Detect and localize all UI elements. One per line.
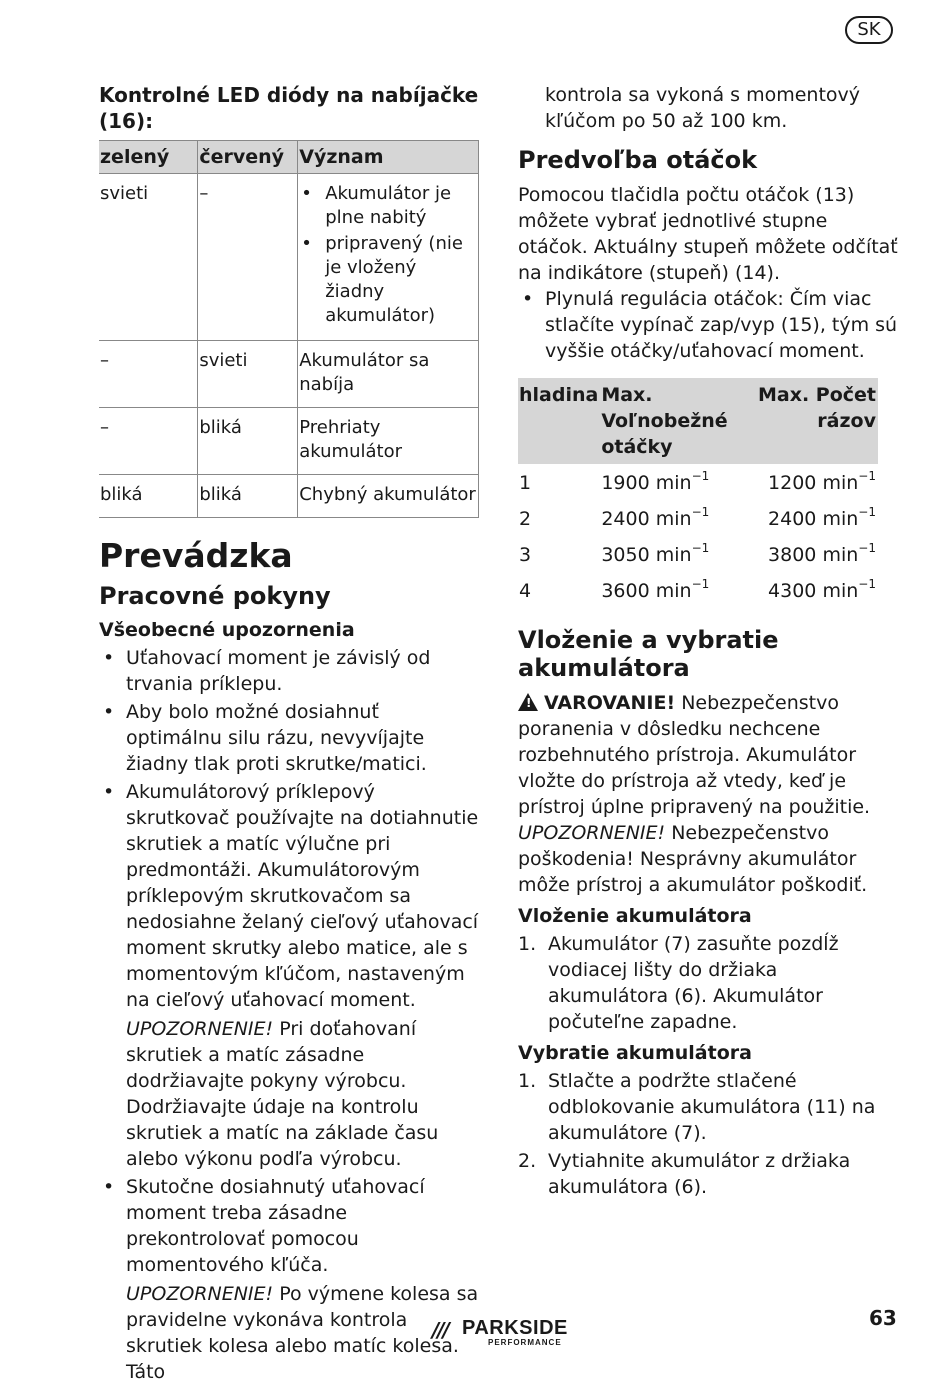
header-red: červený [198,141,298,174]
caution-label: UPOZORNENIE! [518,822,666,844]
list-item: • Skutočne dosiahnutý uťahovací moment treba zásadne prekontrolovať pomocou momentového kľúča. UPOZORNENIE! Po výmene kolesa sa pravidelne vykonáva kontrola skrutiek kolesa alebo matíc kolesa. Táto [99,1174,479,1385]
list-item: • pripravený (nie je vložený žiadny akumulátor) [299,232,478,328]
header-impact-rate: Max. Počet rázov [747,378,878,464]
note-paragraph: UPOZORNENIE! Pri doťahovaní skrutiek a matíc zásadne dodržiavajte pokyny výrobcu. Dodržiavajte údaje na kontrolu skrutiek a matíc na základe času alebo výkonu podľa výrobcu. [126,1018,439,1170]
note-label: UPOZORNENIE! [126,1018,274,1040]
left-column [99,82,479,1387]
speed-paragraph: Pomocou tlačidla počtu otáčok (13) môžete vybrať jednotlivé stupne otáčok. Aktuálny stupeň môžete odčítať na indikátore (stupeň) (14). [518,184,898,284]
remove-battery-heading: Vybratie akumulátora [518,1042,752,1064]
table-row [518,536,878,572]
cell-meaning: Chybný akumulátor [298,475,479,518]
table-row [518,500,878,536]
page-number: 63 [869,1306,897,1330]
cell-green: – [99,341,198,408]
cell-red: – [198,174,298,341]
logo-stripes-icon: /// [432,1318,448,1342]
led-table-title: Kontrolné LED diódy na nabíjačke (16): [99,83,479,133]
language-badge: SK [845,16,893,44]
list-item: • Plynulá regulácia otáčok: Čím viac stlačíte vypínač zap/vyp (15), tým sú vyššie otáčky/uťahovací moment. [518,286,898,364]
cell-green: bliká [99,475,198,518]
cell-impact-rate: 4300 $\min^{-1}$ [768,576,876,602]
list-item: • Uťahovací moment je závislý od trvania príklepu. [99,645,479,697]
cell-meaning: Prehriaty akumulátor [298,408,479,475]
cell-level: 4 [519,580,532,602]
insert-steps-list [518,931,898,1035]
cell-red: svieti [198,341,298,408]
note-label: UPOZORNENIE! [126,1283,274,1305]
cell-green: – [99,408,198,475]
cell-level: 2 [519,508,532,530]
speed-heading: Predvoľba otáčok [518,146,758,174]
cell-idle-speed: 1900 $\min^{-1}$ [601,468,710,494]
cell-level: 1 [519,472,532,494]
cell-red: bliká [198,408,298,475]
cell-idle-speed: 3600 $\min^{-1}$ [601,576,710,602]
cell-red: bliká [198,475,298,518]
table-row [99,174,479,341]
header-level: hladina [518,378,600,464]
parkside-logo: /// PARKSIDE PERFORMANCE [432,1317,568,1347]
speed-table [518,378,878,608]
list-item: 1. Stlačte a podržte stlačené odblokovanie akumulátora (11) na akumulátore (7). [518,1070,876,1144]
led-table-header-row [99,141,479,174]
table-row [99,475,479,518]
insert-battery-heading: Vloženie akumulátora [518,905,752,927]
table-row [99,408,479,475]
header-meaning: Význam [298,141,479,174]
table-row [99,341,479,408]
cell-idle-speed: 2400 $\min^{-1}$ [601,504,710,530]
cell-level: 3 [519,544,532,566]
led-indicator-table [99,140,479,518]
general-notes-list [99,645,479,1385]
cell-meaning: Akumulátor sa nabíja [298,341,479,408]
battery-insert-heading: Vloženie a vybratie akumulátora [518,626,779,682]
list-item: 1. Akumulátor (7) zasuňte pozdĺž vodiacej lišty do držiaka akumulátora (6). Akumulátor počuteľne zapadne. [518,933,839,1033]
header-green: zelený [99,141,198,174]
right-column [518,82,898,1202]
cell-idle-speed: 3050 $\min^{-1}$ [601,540,710,566]
caution-paragraph: UPOZORNENIE! Nebezpečenstvo poškodenia! Nesprávny akumulátor môže prístroj a akumulátor poškodiť. [518,822,868,896]
remove-steps-list [518,1068,898,1200]
cell-meaning [298,174,479,341]
note-paragraph: UPOZORNENIE! Po výmene kolesa sa pravidelne vykonáva kontrola skrutiek kolesa alebo matíc kolesa. Táto [126,1283,479,1383]
speed-list [518,286,898,364]
operation-heading: Prevádzka [99,536,293,575]
cell-impact-rate: 1200 $\min^{-1}$ [768,468,876,494]
general-notes-heading: Všeobecné upozornenia [99,619,355,641]
continued-paragraph: kontrola sa vykoná s momentový kľúčom po 50 až 100 km. [545,84,861,132]
warning-triangle-icon: ! [518,693,538,711]
table-row [518,572,878,608]
list-item: 2. Vytiahnite akumulátor z držiaka akumulátora (6). [518,1150,851,1198]
work-instructions-heading: Pracovné pokyny [99,582,331,610]
speed-table-header-row [518,378,878,464]
list-item: • Akumulátor je plne nabitý [299,182,478,230]
list-item: • Aby bolo možné dosiahnuť optimálnu silu rázu, nevyvíjajte žiadny tlak proti skrutke/matici. [99,699,479,777]
list-item: • Akumulátorový príklepový skrutkovač používajte na dotiahnutie skrutiek a matíc výlučne pri predmontáži. Akumulátorovým príklepovým skrutkovačom sa nedosiahne želaný cieľový uťahovací moment skrutky alebo matice, ale s momentovým kľúčom, nastaveným na cieľový uťahovací moment. UPOZORNENIE! Pri doťahovaní skrutiek a matíc zásadne dodržiavajte pokyny výrobcu. Dodržiavajte údaje na kontrolu skrutiek a matíc na základe času alebo výkonu podľa výrobcu. [99,779,479,1172]
warning-label: VAROVANIE! [544,692,676,714]
table-row [518,464,878,500]
cell-green: svieti [99,174,198,341]
header-idle-speed: Max. Voľnobežné otáčky [600,378,747,464]
warning-paragraph: ! VAROVANIE! Nebezpečenstvo poranenia v dôsledku nechcene rozbehnutého prístroja. Akumulátor vložte do prístroja až vtedy, keď je prístroj úplne pripravený na použitie. [518,692,871,818]
cell-impact-rate: 2400 $\min^{-1}$ [768,504,876,530]
cell-impact-rate: 3800 $\min^{-1}$ [768,540,876,566]
